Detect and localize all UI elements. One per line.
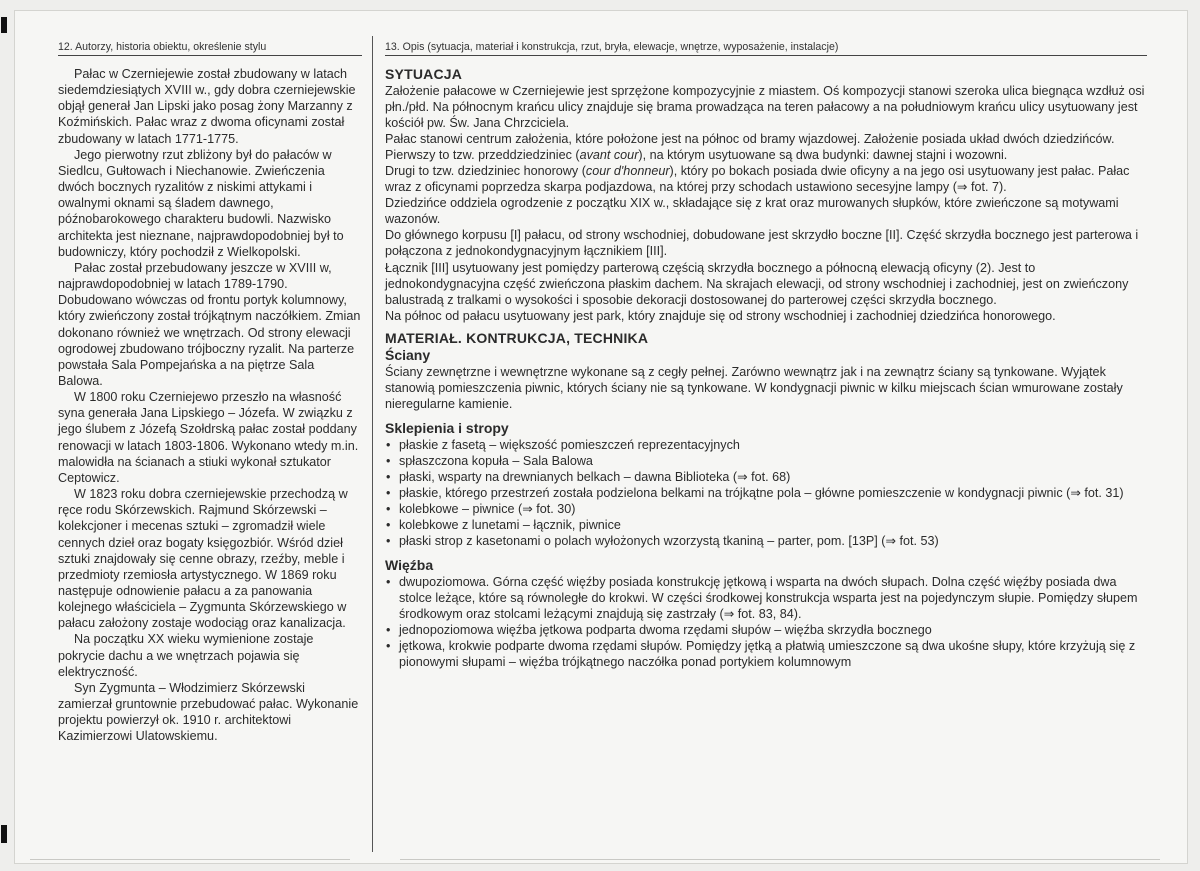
list-item: • kolebkowe z lunetami – łącznik, piwnice <box>385 517 1147 533</box>
list-item: • płaskie z fasetą – większość pomieszczeń reprezentacyjnych <box>385 437 1147 453</box>
history-paragraph: Pałac został przebudowany jeszcze w XVIII w, najprawdopodobniej w latach 1789-1790. Dobudowano wówczas od frontu portyk kolumnowy, który zwieńczony został trójkątnym naczółkiem. Zmian dokonano również we wnętrzach. Od strony elewacji ogrodowej zbudowano trójboczny ryzalit. Na parterze powstała Sala Pompejańska a na piętrze Sala Balowa. <box>58 260 361 388</box>
sytuacja-paragraph: Do głównego korpusu [I] pałacu, od strony wschodniej, dobudowane jest skrzydło boczne [II]. Część skrzydła bocznego jest parterowa i połączona z jednokondygnacyjnym łącznikiem [III]. <box>385 228 1139 259</box>
registration-mark-top <box>1 17 7 33</box>
bottom-line <box>400 859 1160 860</box>
sytuacja-paragraph: Drugi to tzw. dziedziniec honorowy (cour d'honneur), który po bokach posiada dwie oficyny a na jego osi usytuowany jest pałac. Pałac wraz z oficynami poprzedza skarpa podjazdowa, na której przy schodach ustawiono secesyjne lampy (⇒ fot. 7). <box>385 164 1130 195</box>
sytuacja-paragraph: Dziedzińce oddziela ogrodzenie z początku XIX w., składające się z krat oraz murowanych słupków, które zwieńczone są motywami wazonów. <box>385 196 1119 227</box>
wiezba-list <box>385 574 1147 670</box>
list-item: • płaskie, którego przestrzeń została podzielona belkami na trójkątne pola – główne pomieszczenie w kondygnacji piwnic (⇒ fot. 31) <box>385 485 1147 501</box>
list-item: • spłaszczona kopuła – Sala Balowa <box>385 453 1147 469</box>
list-item: • jętkowa, krokwie podparte dwoma rzędami słupów. Pomiędzy jętką a płatwią umieszczone są dwa ukośne słupy, które krzyżują się z pionowymi słupami – więźba trójkątnego naczółka ponad portykiem kolumnowym <box>385 638 1147 670</box>
sklepienia-list <box>385 437 1147 549</box>
sytuacja-paragraph: Łącznik [III] usytuowany jest pomiędzy parterową częścią skrzydła bocznego a północną elewacją oficyny (2). Jest to jednokondygnacyjna część zwieńczona płaskim dachem. Na skrajach elewacji, od strony wschodniej i zachodniej, jest on zwieńczony balustradą z tralkami o wysokości i sposobie dekoracji dostosowanej do parterowej części skrzydła bocznego. <box>385 260 1129 307</box>
history-paragraph: Na początku XX wieku wymienione zostaje pokrycie dachu a we wnętrzach pojawia się elektryczność. <box>58 632 314 679</box>
history-paragraph: Syn Zygmunta – Włodzimierz Skórzewski zamierzał gruntownie przebudować pałac. Wykonanie projektu powierzył ok. 1910 r. architektowi Kazimierzowi Ulatowskiemu. <box>58 680 359 744</box>
column-divider <box>372 36 373 852</box>
material-heading: MATERIAŁ. KONTRUKCJA, TECHNIKA <box>385 329 649 346</box>
bottom-line <box>30 859 350 860</box>
history-paragraph: W 1800 roku Czerniejewo przeszło na własność syna generała Jana Lipskiego – Józefa. W związku z jego ślubem z Józefą Szołdrską pałac został poddany renowacji w latach 1803-1806. Wykonano wtedy m.in. malowidła na ścianach a stiuki wykonał sztukator Ceptowicz. <box>58 390 359 485</box>
list-item: • płaski, wsparty na drewnianych belkach – dawna Biblioteka (⇒ fot. 68) <box>385 469 1147 485</box>
list-item: • dwupoziomowa. Górna część więźby posiada konstrukcję jętkową i wsparta na dwóch słupach. Dolna część więźby posiada dwa stolce leżące, które są równoległe do krokwi. W części środkowej konstrukcja wsparta jest na pojedynczym słupie. Pomiędzy słupem środkowym oraz stolcami leżącymi znajdują się zastrzały (⇒ fot. 83, 84). <box>385 574 1147 622</box>
section-12-header: 12. Autorzy, historia obiektu, określenie stylu <box>58 40 362 56</box>
section-13-header: 13. Opis (sytuacja, materiał i konstrukcja, rzut, bryła, elewacje, wnętrze, wyposażenie, instalacje) <box>385 40 1147 56</box>
right-column <box>385 40 1147 670</box>
registration-mark-bottom <box>1 825 7 843</box>
sytuacja-paragraph: Pałac stanowi centrum założenia, które położone jest na północ od bramy wjazdowej. Założenie posiada układ dwóch dziedzińców. <box>385 132 1115 147</box>
history-paragraph: W 1823 roku dobra czerniejewskie przechodzą w ręce rodu Skórzewskich. Rajmund Skórzewski – kolekcjoner i mecenas sztuki – zgromadził wiele cennych dzieł oraz bogaty księgozbiór. Wśród dzieł sztuki znajdowały się cenne obrazy, rzeźby, meble i przedmioty rzemiosła artystycznego. W 1869 roku następuje odnowienie pałacu a za panowania kolejnego właściciela – Zygmunta Skórzewskiego w pałacu założony zostaje wodociąg oraz kanalizacja. <box>58 487 348 631</box>
list-item: • kolebkowe – piwnice (⇒ fot. 30) <box>385 501 1147 517</box>
sciany-paragraph: Ściany zewnętrzne i wewnętrzne wykonane są z cegły pełnej. Zarówno wewnątrz jak i na zewnątrz ściany są tynkowane. Wyjątek stanowią pomieszczenia piwnic, których ściany nie są tynkowane. W kondygnacji piwnic w kilku miejscach ścian wmurowane zostały nieregularne kamienie. <box>385 364 1123 411</box>
list-item: • jednopoziomowa więźba jętkowa podparta dwoma rzędami słupów – więźba skrzydła bocznego <box>385 622 1147 638</box>
wiezba-heading: Więźba <box>385 557 434 574</box>
sytuacja-paragraph: Na północ od pałacu usytuowany jest park, który znajduje się od strony wschodniej i zachodniej dziedzińca honorowego. <box>385 308 1056 323</box>
sklepienia-heading: Sklepienia i stropy <box>385 419 509 436</box>
sytuacja-heading: SYTUACJA <box>385 66 463 82</box>
sytuacja-paragraph: Założenie pałacowe w Czerniejewie jest sprzężone kompozycyjnie z miastem. Oś kompozycji stanowi szeroka ulica biegnąca wzdłuż osi płn./płd. Na północnym krańcu ulicy znajduje się brama prowadząca na teren pałacowy a na południowym krańcu ulicy usytuowany jest kościół pw. Św. Jana Chrzciciela. <box>385 84 1145 131</box>
left-column <box>58 40 362 745</box>
history-paragraph: Jego pierwotny rzut zbliżony był do pałaców w Siedlcu, Gułtowach i Niechanowie. Zwieńczenia dwóch bocznych ryzalitów z niskimi attykami i owalnymi oknami są śladem dawnego, późnobarokowego charakteru budowli. Nazwisko architekta jest nieznane, najprawdopodobniej był to budowniczy, który pochodził z Wielkopolski. <box>58 147 344 259</box>
sciany-heading: Ściany <box>385 346 431 363</box>
history-paragraph: Pałac w Czerniejewie został zbudowany w latach siedemdziesiątych XVIII w., gdy dobra czerniejewskie objął generał Jan Lipski jako posag żony Marzanny z Koźmińskich. Pałac wraz z dwoma oficynami został zbudowany w latach 1771-1775. <box>58 67 356 146</box>
list-item: • płaski strop z kasetonami o polach wyłożonych wzorzystą tkaniną – parter, pom. [13P] (⇒ fot. 53) <box>385 533 1147 549</box>
sytuacja-paragraph: Pierwszy to tzw. przeddziedziniec (avant cour), na którym usytuowane są dwa budynki: dawnej stajni i wozowni. <box>385 148 1008 163</box>
